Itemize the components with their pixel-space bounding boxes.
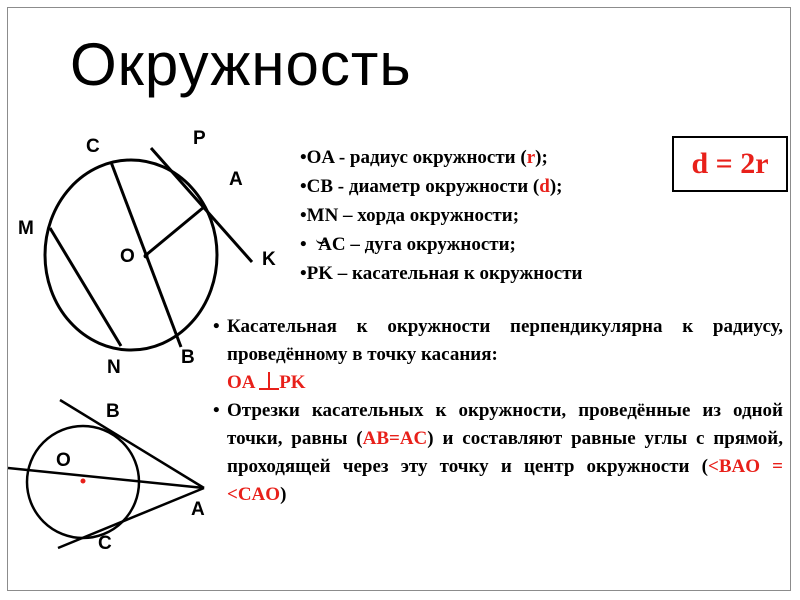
label-b: B bbox=[181, 347, 195, 368]
label-m: M bbox=[18, 218, 34, 239]
definition-item: •PK – касательная к окружности bbox=[300, 263, 583, 284]
bottom-center-dot bbox=[81, 479, 86, 484]
label-o-bottom: O bbox=[56, 450, 71, 471]
definition-item: • AC – дуга окружности; bbox=[300, 234, 516, 255]
page-title: Окружность bbox=[70, 31, 412, 98]
properties-block bbox=[213, 313, 783, 509]
tangent-pk bbox=[151, 148, 252, 262]
label-c-bottom: C bbox=[98, 533, 112, 554]
label-k: K bbox=[262, 249, 276, 270]
property-formula: OA PK bbox=[227, 372, 306, 393]
label-b-bottom: B bbox=[106, 401, 120, 422]
definition-item: •MN – хорда окружности; bbox=[300, 205, 520, 226]
tangent-ac bbox=[58, 488, 204, 548]
label-a-bottom: A bbox=[191, 499, 205, 520]
label-c: C bbox=[86, 136, 100, 157]
formula-box: d = 2r bbox=[672, 136, 788, 192]
perpendicular-icon bbox=[259, 372, 279, 390]
chord-mn bbox=[50, 228, 121, 346]
label-n: N bbox=[107, 357, 121, 378]
definitions-list bbox=[300, 143, 582, 288]
definition-item: •CB - диаметр окружности (d); bbox=[300, 176, 563, 197]
label-p: P bbox=[193, 128, 206, 149]
label-o: O bbox=[120, 246, 135, 267]
property-tangent-perpendicular: • Касательная к окружности перпендикулярна к радиусу, проведённому в точку касания: bbox=[213, 316, 783, 365]
radius-oa bbox=[146, 207, 204, 255]
bottom-circle-diagram bbox=[8, 400, 204, 548]
property-equal-tangents: • Отрезки касательных к окружности, проведённые из одной точки, равны (AB=AC) и составляют равные углы с прямой, проходящей через эту точку и центр окружности (<BAO = <CAO) bbox=[213, 400, 784, 505]
definition-item: •OA - радиус окружности (r); bbox=[300, 147, 548, 168]
center-o-dot bbox=[144, 254, 149, 259]
label-a: A bbox=[229, 169, 243, 190]
